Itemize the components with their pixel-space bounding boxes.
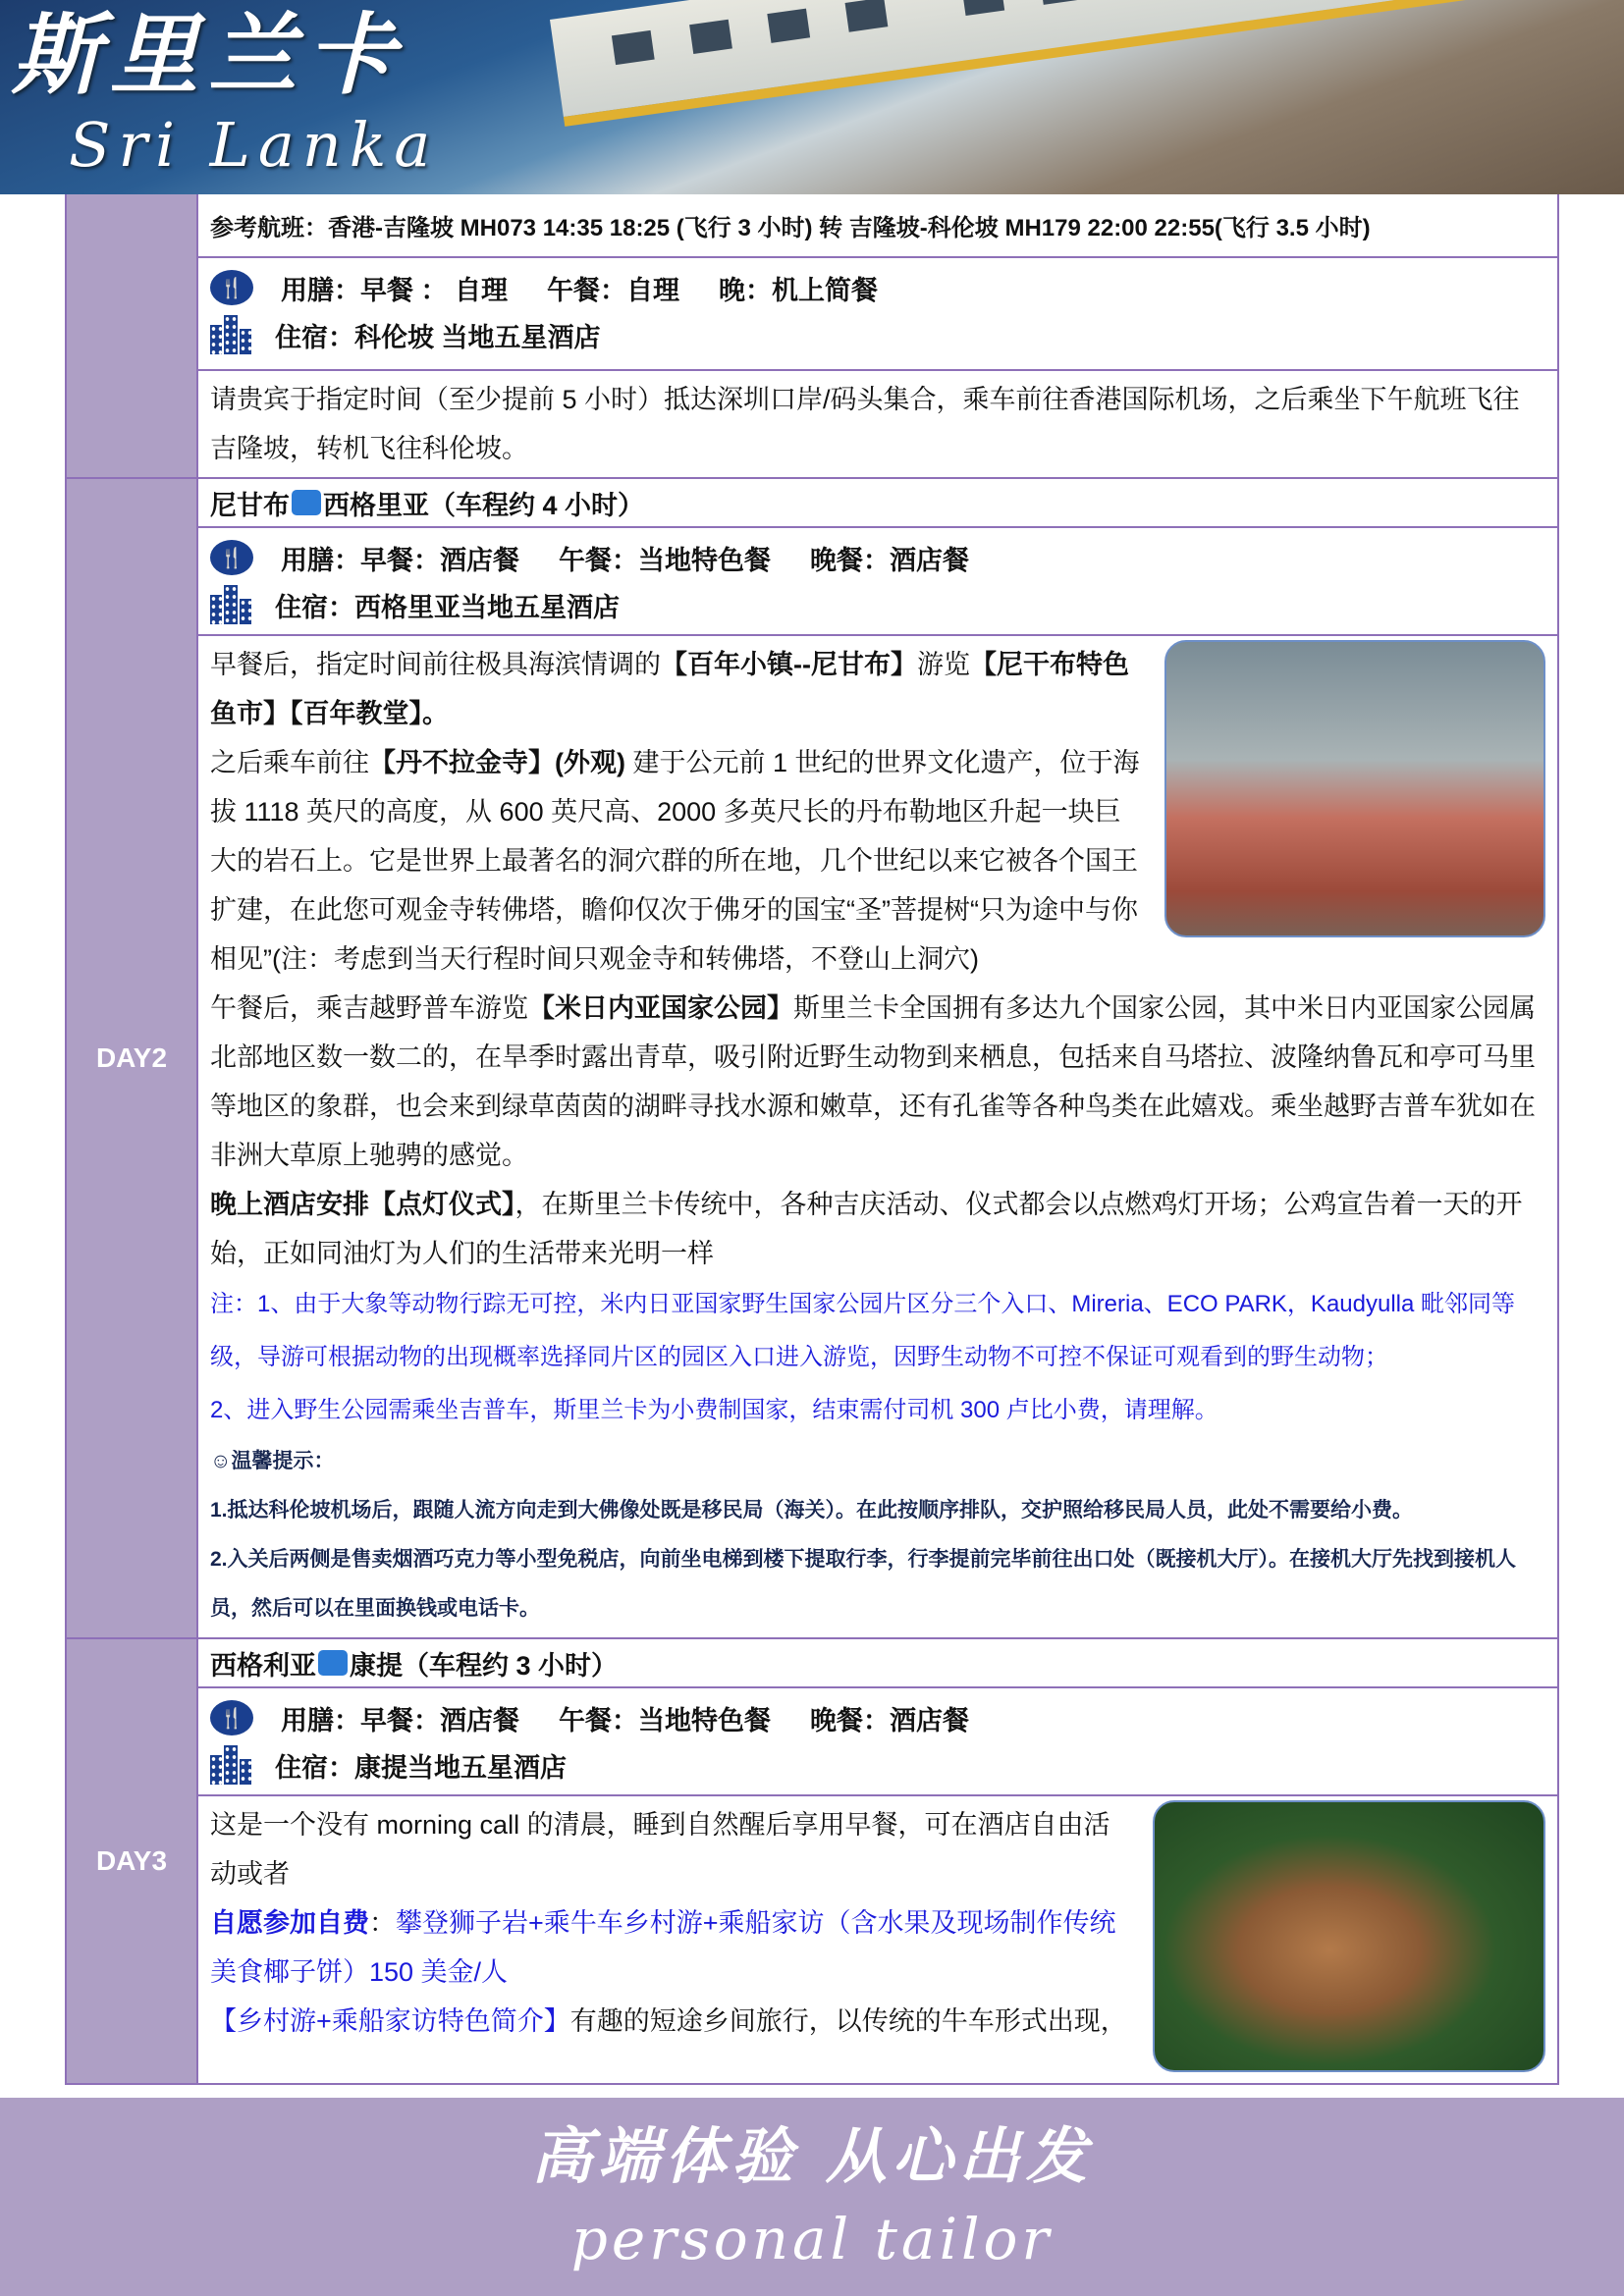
day2-paragraph xyxy=(210,1180,1545,1278)
day1-section xyxy=(67,194,1559,479)
hotel-info: 住宿：西格里亚当地五星酒店 xyxy=(275,592,620,622)
intro-label: 【乡村游+乘船家访特色简介】 xyxy=(210,2006,570,2036)
meal-lunch: 午餐：自理 xyxy=(547,275,680,305)
day3-section xyxy=(67,1639,1559,2085)
day2-label: DAY2 xyxy=(67,479,198,1637)
day3-body xyxy=(198,1796,1557,2083)
meal-breakfast: 早餐：酒店餐 xyxy=(360,545,519,575)
meal-lunch: 午餐：当地特色餐 xyxy=(559,1705,771,1735)
meal-lunch: 午餐：当地特色餐 xyxy=(559,545,771,575)
header-banner xyxy=(0,0,1624,194)
highlight-text: 【丹不拉金寺】(外观) xyxy=(369,748,625,777)
route-from: 西格利亚 xyxy=(210,1650,316,1681)
sigiriya-rock-photo xyxy=(1153,1800,1545,2072)
footer-slogan-cn: 高端体验 从心出发 xyxy=(531,2120,1093,2192)
optional-label: 自愿参加自费 xyxy=(210,1908,369,1938)
paragraph-text: 之后乘车前往 xyxy=(210,748,369,777)
meal-breakfast: 早餐：酒店餐 xyxy=(360,1705,519,1735)
tip-1: 1.抵达科伦坡机场后，跟随人流方向走到大佛像处既是移民局（海关）。在此按顺序排队，交护照给移民局人员，此处不需要给小费。 xyxy=(210,1499,1414,1522)
utensils-icon: 🍴 xyxy=(210,540,253,575)
hotel-icon xyxy=(210,1745,253,1785)
day3-paragraph-1: 这是一个没有 morning call 的清晨，睡到自然醒后享用早餐，可在酒店自由活动或者 xyxy=(210,1810,1110,1889)
day1-label-cell xyxy=(67,194,198,477)
hotel-icon xyxy=(210,315,253,354)
route-to: 康提（车程约 3 小时） xyxy=(350,1650,619,1681)
paragraph-text: 游览 xyxy=(916,650,970,679)
hotel-info: 住宿：康提当地五星酒店 xyxy=(275,1752,567,1783)
route-to: 西格里亚（车程约 4 小时） xyxy=(323,490,645,520)
flight-info: 参考航班：香港-吉隆坡 MH073 14:35 18:25 (飞行 3 小时) 转 吉隆坡-科伦坡 MH179 22:00 22:55(飞行 3.5 小时) xyxy=(198,194,1557,258)
highlight-text: 晚上酒店安排【点灯仪式】 xyxy=(210,1190,515,1219)
banner-title-en: Sri Lanka xyxy=(69,109,439,181)
paragraph-text: ，在斯里兰卡传统中，各种吉庆活动、仪式都会以点燃鸡灯开场；公鸡宣告着一天的开始，正如同油灯为人们的生活带来光明一样 xyxy=(210,1190,1523,1268)
bus-icon xyxy=(318,1650,348,1676)
tip-2: 2.入关后两侧是售卖烟酒巧克力等小型免税店，向前坐电梯到楼下提取行李，行李提前完毕前往出口处（既接机大厅）。在接机大厅先找到接机人员，然后可以在里面换钱或电话卡。 xyxy=(210,1548,1517,1620)
hotel-icon xyxy=(210,585,253,624)
highlight-text: 【百年小镇--尼甘布】 xyxy=(661,650,917,679)
day2-body xyxy=(198,636,1557,1637)
utensils-icon: 🍴 xyxy=(210,270,253,305)
paragraph-text: 斯里兰卡全国拥有多达九个国家公园，其中米日内亚国家公园属北部地区数一数二的，在旱季时露出青草，吸引附近野生动物到来栖息，包括来自马塔拉、波隆纳鲁瓦和亭可马里等地区的象群，也会来到绿草茵茵的湖畔寻找水源和嫩草，还有孔雀等各种鸟类在此嬉戏。乘坐越野吉普车犹如在非洲大草原上驰骋的感觉。 xyxy=(210,993,1536,1170)
intro-text: 有趣的短途乡间旅行，以传统的牛车形式出现， xyxy=(569,2006,1127,2036)
paragraph-text: 早餐后，指定时间前往极具海滨情调的 xyxy=(210,650,661,679)
tips-title: ☺温馨提示： xyxy=(210,1450,335,1472)
meal-dinner: 晚餐：酒店餐 xyxy=(810,1705,969,1735)
optional-text: 攀登狮子岩+乘牛车乡村游+乘船家访（含水果及现场制作传统美食椰子饼）150 美金/人 xyxy=(210,1908,1116,1987)
hotel-info: 住宿：科伦坡 当地五星酒店 xyxy=(275,322,601,352)
note-2: 2、进入野生公园需乘坐吉普车，斯里兰卡为小费制国家，结束需付司机 300 卢比小费，请理解。 xyxy=(210,1397,1218,1423)
meals-label: 用膳： xyxy=(281,545,360,575)
itinerary-table xyxy=(65,194,1559,2085)
route-from: 尼甘布 xyxy=(210,490,290,520)
footer-slogan-en: personal tailor xyxy=(570,2206,1054,2272)
day3-label: DAY3 xyxy=(67,1639,198,2083)
bus-icon xyxy=(292,490,321,515)
highlight-text: 【尼干布特色鱼市】【百年教堂】。 xyxy=(210,650,1129,728)
train-image xyxy=(550,0,1624,127)
day1-description: 请贵宾于指定时间（至少提前 5 小时）抵达深圳口岸/码头集合，乘车前往香港国际机场，之后乘坐下午航班飞往吉隆坡，转机飞往科伦坡。 xyxy=(210,385,1520,463)
note-1: 注：1、由于大象等动物行踪无可控，米内日亚国家野生国家公园片区分三个入口、Mireria、ECO PARK，Kaudyulla 毗邻同等级，导游可根据动物的出现概率选择同片区的园区入口进入游览，因野生动物不可控不保证可观看到的野生动物； xyxy=(210,1291,1516,1370)
day2-paragraph xyxy=(210,984,1545,1180)
day3-route-title xyxy=(198,1639,1557,1688)
meal-dinner: 晚餐：酒店餐 xyxy=(810,545,969,575)
banner-title-cn: 斯里兰卡 xyxy=(12,3,405,107)
utensils-icon: 🍴 xyxy=(210,1700,253,1735)
meal-breakfast: 早餐 ： 自理 xyxy=(360,275,509,305)
meals-label: 用膳： xyxy=(281,275,360,305)
day2-route-title xyxy=(198,479,1557,528)
fisherman-photo xyxy=(1164,640,1545,937)
meals-label: 用膳： xyxy=(281,1705,360,1735)
paragraph-text: 午餐后，乘吉越野普车游览 xyxy=(210,993,528,1023)
highlight-text: 【米日内亚国家公园】 xyxy=(528,993,793,1023)
meal-dinner: 晚：机上简餐 xyxy=(719,275,879,305)
colon: ： xyxy=(369,1908,396,1938)
footer-banner xyxy=(0,2098,1624,2296)
day2-section xyxy=(67,479,1559,1639)
paragraph-text: 建于公元前 1 世纪的世界文化遗产，位于海拔 1118 英尺的高度，从 600 英尺高、2000 多英尺长的丹布勒地区升起一块巨大的岩石上。它是世界上最著名的洞穴群的所在地，几个世纪以来它被各个国王扩建，在此您可观金寺转佛塔，瞻仰仅次于佛牙的国宝“圣”菩提树“只为途中与你相见”(注：考虑到当天行程时间只观金寺和转佛塔，不登山上洞穴) xyxy=(210,748,1140,974)
